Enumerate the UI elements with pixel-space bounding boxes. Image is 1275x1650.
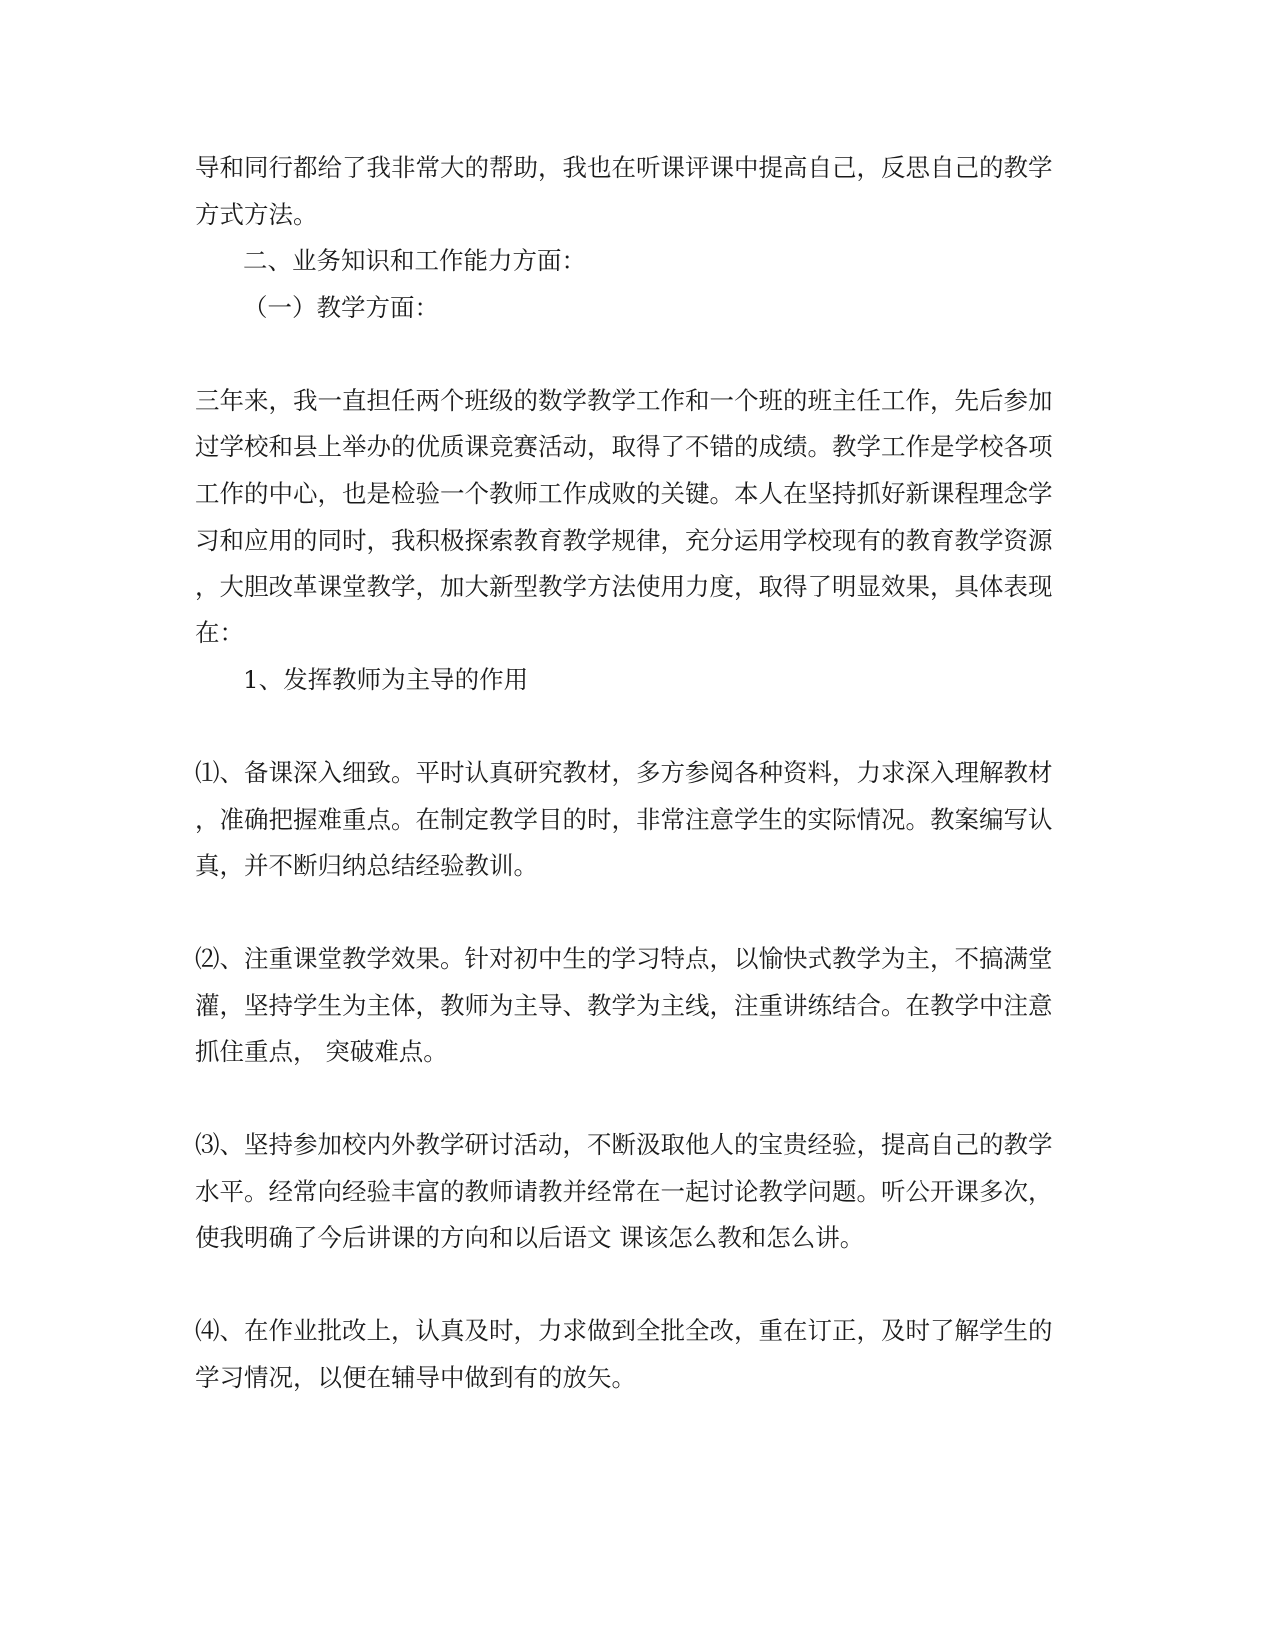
- text-line: 水平。经常向经验丰富的教师请教并经常在一起讨论教学问题。听公开课多次，: [195, 1177, 1053, 1206]
- text-line: ⑷、在作业批改上，认真及时，力求做到全批全改，重在订正，及时了解学生的: [195, 1316, 1053, 1345]
- subsection-heading: （一）教学方面：: [243, 293, 439, 322]
- text-line: ⑴、备课深入细致。平时认真研究教材，多方参阅各种资料，力求深入理解教材: [195, 758, 1053, 787]
- text-line: ，准确把握难重点。在制定教学目的时，非常注意学生的实际情况。教案编写认: [195, 805, 1053, 834]
- text-line: ⑶、坚持参加校内外教学研讨活动，不断汲取他人的宝贵经验，提高自己的教学: [195, 1130, 1053, 1159]
- text-line: 过学校和县上举办的优质课竞赛活动，取得了不错的成绩。教学工作是学校各项: [195, 432, 1053, 461]
- section-heading: 二、业务知识和工作能力方面：: [243, 246, 586, 275]
- text-line: 学习情况，以便在辅导中做到有的放矢。: [195, 1363, 636, 1392]
- text-line: 导和同行都给了我非常大的帮助，我也在听课评课中提高自己，反思自己的教学: [195, 153, 1053, 182]
- text-line: ，大胆改革课堂教学，加大新型教学方法使用力度，取得了明显效果，具体表现: [195, 572, 1053, 601]
- text-line: ⑵、注重课堂教学效果。针对初中生的学习特点，以愉快式教学为主，不搞满堂: [195, 944, 1053, 973]
- text-line: 工作的中心，也是检验一个教师工作成败的关键。本人在坚持抓好新课程理念学: [195, 479, 1053, 508]
- text-line: 习和应用的同时，我积极探索教育教学规律，充分运用学校现有的教育教学资源: [195, 526, 1053, 555]
- text-line: 抓住重点， 突破难点。: [195, 1037, 448, 1066]
- text-line: 使我明确了今后讲课的方向和以后语文 课该怎么教和怎么讲。: [195, 1223, 865, 1252]
- item-heading: 1、发挥教师为主导的作用: [243, 665, 529, 694]
- text-line: 三年来，我一直担任两个班级的数学教学工作和一个班的班主任工作，先后参加: [195, 386, 1053, 415]
- text-line: 灌，坚持学生为主体，教师为主导、教学为主线，注重讲练结合。在教学中注意: [195, 991, 1053, 1020]
- text-line: 方式方法。: [195, 200, 318, 229]
- text-line: 在：: [195, 618, 244, 647]
- text-line: 真，并不断归纳总结经验教训。: [195, 851, 538, 880]
